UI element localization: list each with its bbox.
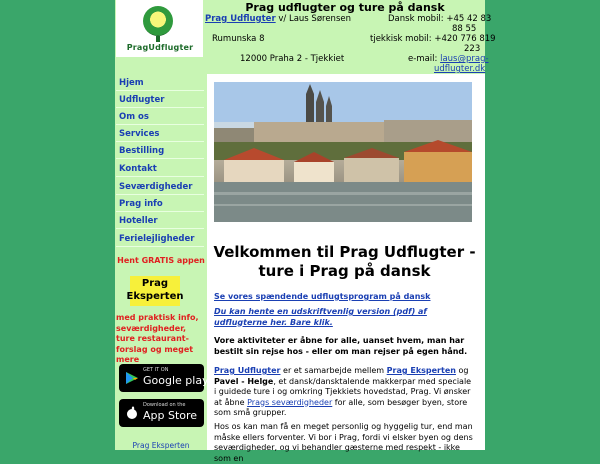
nav-kontakt[interactable]: Kontakt: [116, 161, 204, 177]
lamp-logo-icon[interactable]: [143, 6, 173, 36]
eksperten-title[interactable]: [125, 277, 185, 303]
mobile-cz-cont: 223: [464, 44, 481, 54]
google-play-icon: [125, 371, 139, 385]
prague-castle-photo: [214, 82, 472, 222]
pdf-link-line: [214, 307, 474, 328]
app-store-label: App Store: [143, 409, 198, 422]
paragraph-1: [214, 366, 474, 419]
paragraph-2: Hos os kan man få en meget personlig og hyggelig tur, end man måske ellers forventer. Vi bor i Prag, fordi vi elsker byen og dens seværdigheder, og vi behandler gæsterne med respekt - ikke som en: [214, 422, 473, 463]
nav-services[interactable]: Services: [116, 126, 204, 142]
company-link[interactable]: Prag Udflugter: [205, 14, 276, 24]
google-play-small: GET IT ON: [143, 367, 169, 373]
p1-text3: , et dansk/dansktalende makkerpar med speciale i guidede ture i og omkring Tjekkiets hovedstad, Prag. Vi ønsker at åbne: [214, 376, 472, 407]
nav-sevaerdigheder[interactable]: Seværdigheder: [116, 179, 204, 195]
sevaerdigheder-link[interactable]: Prags seværdigheder: [247, 397, 333, 407]
prag-eksperten-link[interactable]: Prag Eksperten: [386, 366, 456, 375]
gratis-app-text: Hent GRATIS appen: [117, 256, 205, 265]
email-link[interactable]: laus@prag-: [440, 54, 489, 64]
apple-icon: [125, 406, 139, 420]
email-label: e-mail:: [408, 54, 438, 64]
pavel-helge: Pavel - Helge: [214, 376, 274, 386]
email-cont: [434, 64, 485, 74]
nav-udflugter[interactable]: Udflugter: [116, 92, 204, 108]
program-link[interactable]: Se vores spændende udflugtsprogram på dansk: [214, 292, 431, 301]
eksperten-line2: Eksperten: [126, 291, 184, 302]
prag-udflugter-link[interactable]: Prag Udflugter: [214, 366, 281, 375]
p1-text1: er et samarbejde mellem: [280, 366, 387, 375]
p1-text2: og: [455, 366, 469, 375]
eksperten-footer-link[interactable]: Prag Eksperten: [132, 441, 190, 450]
mobile-cz: tjekkisk mobil: +420 776 819: [370, 34, 496, 44]
google-play-label: Google play: [143, 374, 209, 387]
company-line: [205, 14, 351, 24]
p1-text4: for alle, som besøger byen, store som små grupper.: [214, 397, 468, 417]
app-store-small: Download on the: [143, 402, 186, 408]
logo-text[interactable]: PragUdflugter: [126, 43, 194, 52]
page-heading: Velkommen til Prag Udflugter - ture i Prag på dansk: [213, 243, 476, 280]
prague-skyline-illustration: [214, 82, 472, 222]
eksperten-line1: Prag: [141, 278, 169, 289]
promo-text: med praktisk info, seværdigheder, ture restaurant-forslag og meget mere: [116, 313, 199, 364]
street-address: Rumunska 8: [212, 34, 265, 44]
intro-text: Vore aktiviteter er åbne for alle, uanset hvem, man har bestilt sin rejse hos - eller om man rejser på egen hånd.: [214, 336, 468, 356]
pdf-link[interactable]: Du kan hente en udskriftvenlig version (pdf) af udflugterne her. Bare klik.: [214, 307, 427, 327]
nav-prag-info[interactable]: Prag info: [116, 196, 204, 212]
email-link-cont[interactable]: udflugter.dk: [434, 64, 486, 74]
program-link-line: [214, 292, 474, 303]
contact-person: v/ Laus Sørensen: [278, 14, 351, 24]
google-play-button[interactable]: [119, 364, 209, 392]
nav-ferielejligheder[interactable]: Ferielejligheder: [116, 231, 204, 247]
city-address: 12000 Praha 2 - Tjekkiet: [240, 54, 345, 64]
site-title: Prag udflugter og ture på dansk: [245, 1, 445, 14]
app-store-button[interactable]: [119, 399, 204, 427]
email-line: [408, 54, 489, 64]
nav-hoteller[interactable]: Hoteller: [116, 213, 204, 229]
mobile-dk: Dansk mobil: +45 42 83: [388, 14, 492, 24]
nav-om-os[interactable]: Om os: [116, 109, 204, 125]
mobile-dk-cont: 88 55: [452, 24, 477, 34]
nav-hjem[interactable]: Hjem: [116, 75, 204, 91]
lamp-post-icon: [156, 36, 160, 42]
nav-bestilling[interactable]: Bestilling: [116, 143, 204, 159]
